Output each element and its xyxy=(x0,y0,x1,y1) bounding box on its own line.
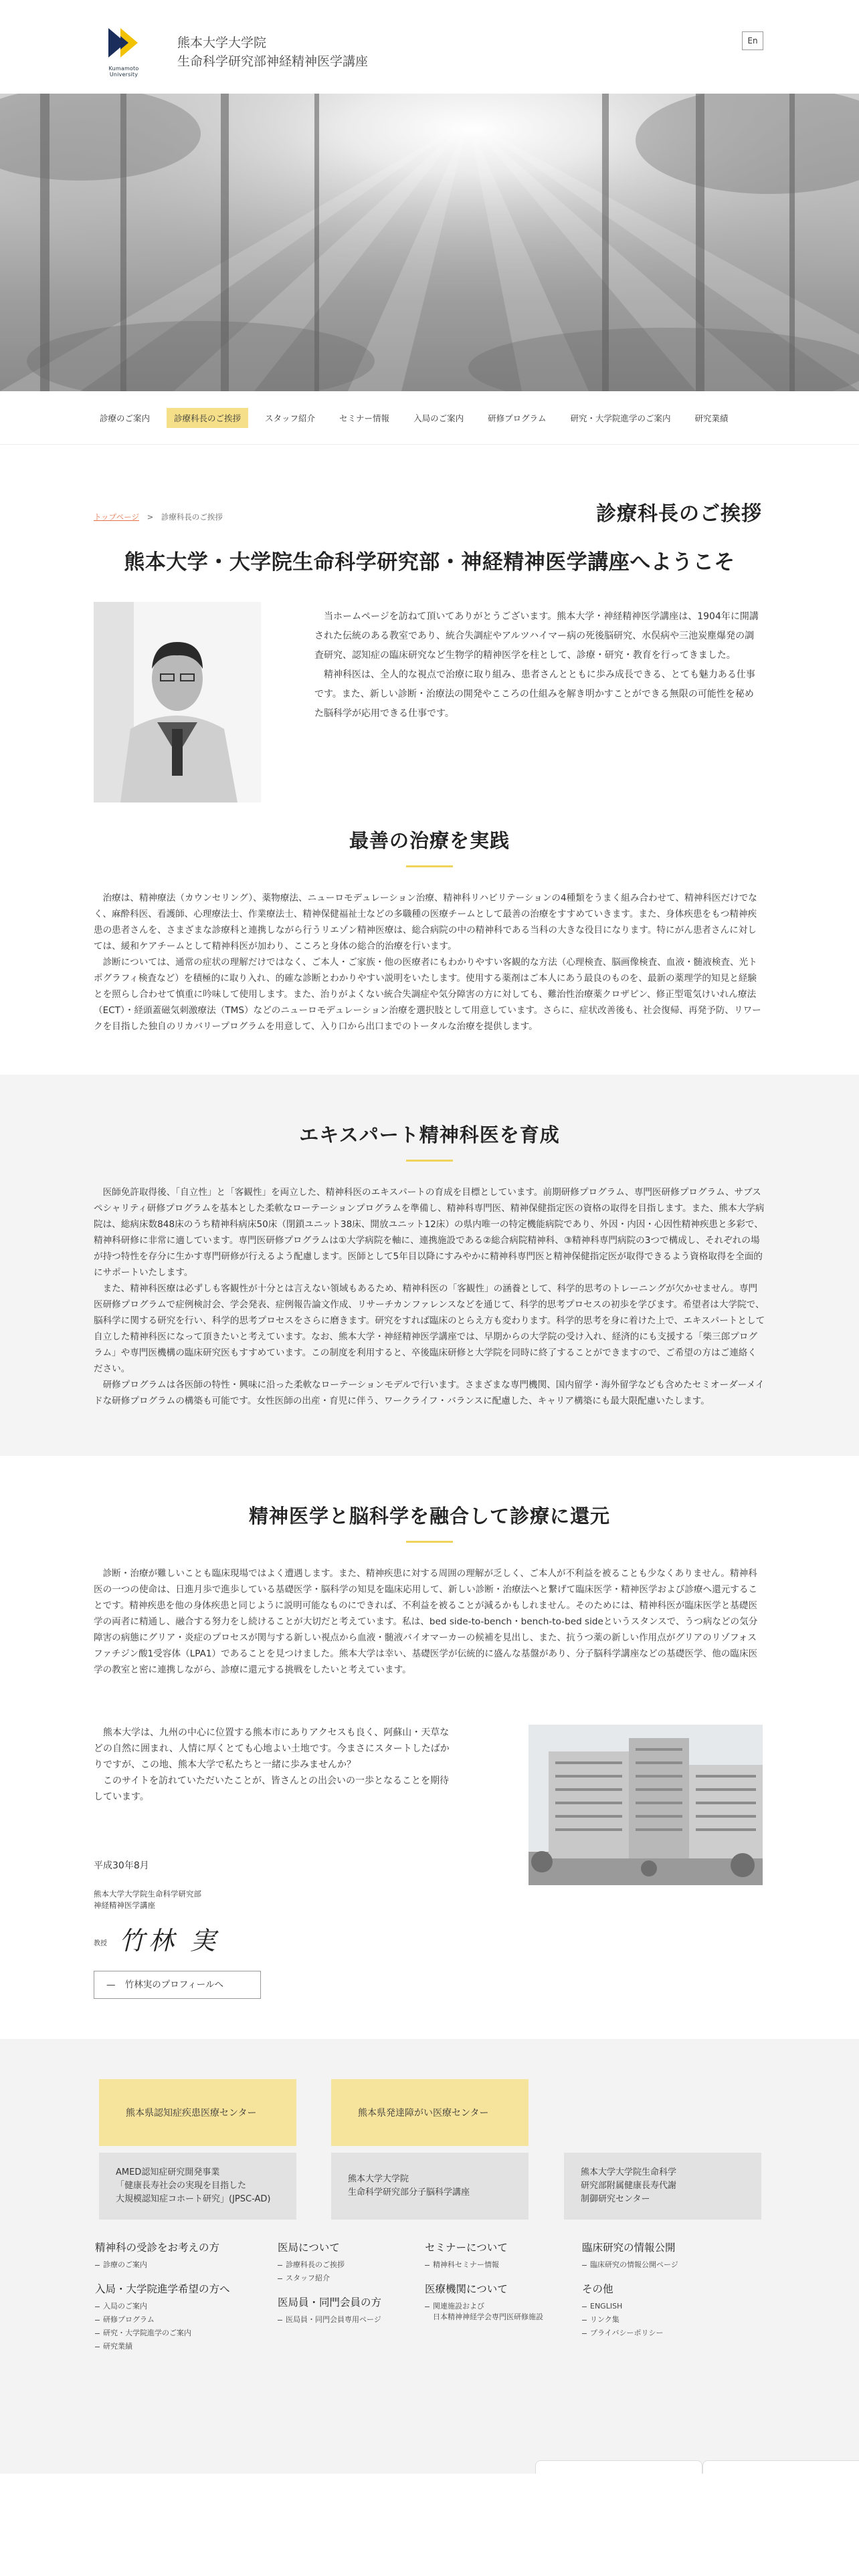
footer-link[interactable]: リンク集 xyxy=(582,2313,743,2327)
section-paragraph: また、精神科医療は必ずしも客観性が十分とは言えない領域もあるため、精神科医の「客観性」の涵養として、科学的思考のトレーニングが欠かせません。専門医研修プログラムで症例検討会、学会発表、症例報告論文作成、リサーチカンファレンスなどを通じて、科学的思考プロセスの初歩を学びます。希望者は大学院で、脳科学に関する研究を行い、科学的思考プロセスをさらに磨きます。研究をすれば臨床のとらえ方も変わります。科学的思考を身に着けた上で、エキスパートとして自立した精神科医になって頂きたいと考えています。なお、熊本大学・神経精神医学講座では、早期からの大学院の受け入れ、経済的にも支援する「柴三郎プログラム」や専門医機構の臨床研究医もすすめています。この制度を利用すると、卒後臨床研修と大学院を同時に終了することができますので、ご希望の方はご連絡ください。 xyxy=(94,1283,765,1374)
footer-heading[interactable]: 臨床研究の情報公開 xyxy=(582,2242,676,2254)
footer-link-line: 関連施設および xyxy=(433,2302,484,2311)
professor-portrait-image xyxy=(94,602,261,802)
footer-col-3 xyxy=(425,2240,579,2323)
closing-paragraph: 熊本大学は、九州の中心に位置する熊本市にありアクセスも良く、阿蘇山・天草などの自然に囲まれ、人情に厚くとても心地よい土地です。今まさにスタートしたばかりですが、この地、熊本大学で私たちと一緒に歩みませんか？ xyxy=(94,1727,450,1770)
profile-button-label: 竹林実のプロフィールへ xyxy=(124,1979,223,1990)
banner-label: 熊本県発達障がい医療センター xyxy=(358,2108,489,2119)
site-title-line1: 熊本大学大学院 xyxy=(177,35,267,50)
banner-line: AMED認知症研究開発事業 xyxy=(116,2167,220,2177)
banner-line: 熊本大学大学院 xyxy=(348,2174,409,2184)
intro-paragraph: 精神科医は、全人的な視点で治療に取り組み、患者さんとともに歩み成長できる、とても魅力ある仕事です。また、新しい診断・治療法の開発やこころの仕組みを解き明かすことができる無限の可能性を秘めた脳科学が応用できる仕事です。 xyxy=(314,669,755,719)
page-title: 診療科長のご挨拶 xyxy=(596,502,762,526)
hospital-building-image xyxy=(529,1725,763,1885)
footer-link[interactable]: 医局員・同門会員専用ページ xyxy=(278,2313,411,2327)
global-nav xyxy=(0,391,859,445)
title-underline xyxy=(406,1160,453,1162)
affiliation-line: 神経精神医学講座 xyxy=(94,1901,155,1910)
site-header xyxy=(0,0,859,94)
section-paragraph: 治療は、精神療法（カウンセリング）、薬物療法、ニューロモデュレーション治療、精神科リハビリテーションの4種類をうまく組み合わせて、精神科医だけでなく、麻酔科医、看護師、心理療法士、作業療法士、精神保健福祉士などの多職種の医療チームとして最善の治療をすすめていきます。また、身体疾患をもつ精神疾患の患者さんを、さまざまな診療科と連携しながら行うリエゾン精神医療は、総合病院の中の精神科である当科の大きな役目になります。特にがん患者さんに対しては、緩和ケアチームとして精神科医が加わり、こころと身体の総合的治療を行います。 xyxy=(94,893,757,952)
profile-button[interactable] xyxy=(94,1971,261,1999)
section-training xyxy=(0,1075,859,1456)
footer-link[interactable]: 入局のご案内 xyxy=(95,2300,249,2313)
footer-link[interactable]: 診療のご案内 xyxy=(95,2258,249,2272)
banner-line: 「健康長寿社会の実現を目指した xyxy=(116,2181,247,2191)
metabolic-center-banner[interactable] xyxy=(564,2153,761,2220)
banner-label xyxy=(581,2166,676,2206)
footer-col-2 xyxy=(278,2240,411,2327)
footer-link[interactable]: スタッフ紹介 xyxy=(278,2272,411,2285)
english-button[interactable]: En xyxy=(742,31,763,50)
signature: 竹林 実 xyxy=(119,1926,220,1955)
dementia-center-banner[interactable] xyxy=(99,2079,296,2146)
amed-banner[interactable] xyxy=(99,2153,296,2220)
site-footer xyxy=(0,2039,859,2474)
breadcrumb-current: 診療科長のご挨拶 xyxy=(161,512,223,522)
footer-link[interactable]: 研究・大学院進学のご案内 xyxy=(95,2327,249,2340)
banner-line: 熊本大学大学院生命科学 xyxy=(581,2167,677,2177)
banner-line: 制御研究センター xyxy=(581,2194,650,2204)
logo-text: Kumamoto University xyxy=(108,66,139,78)
intro-block xyxy=(0,575,859,796)
footer-heading[interactable]: 医局員・同門会員の方 xyxy=(278,2296,382,2309)
forest-sunlight-image xyxy=(0,94,859,391)
section-paragraph: 診断・治療が難しいことも臨床現場ではよく遭遇します。また、精神疾患に対する周囲の理解が乏しく、ご本人が不利益を被ることも少なくありません。精神科医の一つの使命は、日進月歩で進歩している基礎医学・脳科学の知見を臨床応用して、新しい診断・治療法へと繋げて臨床医学・精神医学および診療へ還元することです。精神疾患を他の身体疾患と同じように説明可能なものにできれば、不利益を被ることが減るかもしれません。そのためには、精神科医が臨床医学と基礎医学の両者に精通し、融合する努力をし続けることが大切だと考えています。私は、bed side-to-bench・bench-to-bed sideというスタンスで、うつ病などの気分障害の病態にグリア・炎症のプロセスが関与する新しい視点から血液・髄液バイオマーカーの候補を見出し、また、抗うつ薬の新しい作用点がグリアのリゾフォスファチジン酸1受容体（LPA1）であることを見つけました。熊本大学は幸い、基礎医学が伝統的に盛んな基盤があり、分子脳科学講座などの基礎医学、他の臨床医学の教室と密に連携しながら、診療に還元する挑戦をしたいと考えています。 xyxy=(94,1568,758,1675)
section-paragraph: 医師免許取得後、「自立性」と「客観性」を両立した、精神科医のエキスパートの育成を目標としています。前期研修プログラム、専門医研修プログラム、サブスペシャリティ研修プログラムを基本とした柔軟なローテーションプログラムを準備し、精神科専門医、精神保健指定医の資格の取得を目指します。また、熊本大学病院は、総病床数848床のうち精神科病床50床（閉鎖ユニット38床、開放ユニット12床）の県内唯一の特定機能病院であり、外因・内因・心因性精神疾患と多彩で、精神科研修に非常に適しています。専門医研修プログラムは①大学病院を軸に、連携施設である②総合病院精神科、③精神科専門病院の3つで構成し、それぞれの場が持つ特性を存分に生かす専門研修が行えるよう配慮します。医師として5年目以降にすみやかに精神科専門医と精神保健指定医が取得できるよう資格取得を全面的にサポートいたします。 xyxy=(94,1187,765,1278)
nav-clinical-info[interactable]: 診療のご案内 xyxy=(100,413,151,423)
footer-heading[interactable]: セミナーについて xyxy=(425,2242,508,2254)
footer-col-1 xyxy=(95,2240,249,2353)
footer-heading[interactable]: 精神科の受診をお考えの方 xyxy=(95,2242,220,2254)
section-research xyxy=(0,1456,859,1725)
closing-text xyxy=(94,1725,455,1805)
footer-link[interactable]: 研修プログラム xyxy=(95,2313,249,2327)
banner-line: 大規模認知症コホート研究」(JPSC-AD) xyxy=(116,2194,271,2204)
site-title-line2: 生命科学研究部神経精神医学講座 xyxy=(177,54,369,69)
footer-tab xyxy=(535,2460,702,2474)
footer-heading[interactable]: 入局・大学院進学希望の方へ xyxy=(95,2283,230,2295)
title-underline xyxy=(406,865,453,867)
footer-link[interactable]: プライバシーポリシー xyxy=(582,2327,743,2340)
developmental-center-banner[interactable] xyxy=(331,2079,529,2146)
date: 平成30年8月 xyxy=(94,1860,149,1871)
university-logo[interactable] xyxy=(94,27,154,77)
section-title: 精神医学と脳科学を融合して診療に還元 xyxy=(248,1505,610,1527)
kumamoto-logo-icon xyxy=(106,27,143,59)
section-treatment xyxy=(0,796,859,1075)
section-title: エキスパート精神科医を育成 xyxy=(299,1123,560,1146)
section-title: 最善の治療を実践 xyxy=(349,829,510,852)
banner-line: 生命科学研究部分子脳科学講座 xyxy=(348,2187,470,2197)
footer-link[interactable] xyxy=(425,2300,579,2323)
footer-link[interactable]: 精神科セミナー情報 xyxy=(425,2258,579,2272)
footer-link[interactable]: 研究業績 xyxy=(95,2340,249,2353)
title-underline xyxy=(406,1541,453,1543)
closing-block xyxy=(0,1725,859,2039)
nav-seminar[interactable]: セミナー情報 xyxy=(339,413,390,423)
intro-text xyxy=(314,607,763,724)
molecular-brain-banner[interactable] xyxy=(331,2153,529,2220)
section-body xyxy=(94,890,765,1035)
section-body xyxy=(94,1184,765,1409)
footer-link[interactable]: 臨床研究の情報公開ページ xyxy=(582,2258,743,2272)
footer-heading[interactable]: 医局について xyxy=(278,2242,340,2254)
nav-recruit[interactable]: 入局のご案内 xyxy=(413,413,464,423)
section-body xyxy=(94,1566,765,1678)
signature-block xyxy=(94,1919,294,1959)
footer-heading[interactable]: その他 xyxy=(582,2283,613,2295)
nav-research-grad[interactable]: 研究・大学院進学のご案内 xyxy=(570,413,671,423)
welcome-heading: 熊本大学・大学院生命科学研究部・神経精神医学講座へようこそ xyxy=(124,550,735,574)
banner-label xyxy=(116,2166,270,2206)
campus-photo xyxy=(529,1725,763,1885)
footer-heading[interactable]: 医療機関について xyxy=(425,2283,508,2295)
section-paragraph: 診断については、通常の症状の理解だけではなく、ご本人・ご家族・他の医療者にもわかりやすい客観的な方法（心理検査、脳画像検査、血液・髄液検査、光トポグラフィ検査など）を積極的に取り入れ、的確な診断とわかりやすい説明をいたします。使用する薬剤はご本人にあう最良のものを、最新の薬理学的知見と経験とを照らし合わせて慎重に吟味して使用します。また、治りがよくない統合失調症や気分障害の方に対しても、難治性治療薬クロザピン、修正型電気けいれん療法（ECT）・経頭蓋磁気刺激療法（TMS）などのニューロモデュレーション治療を選択肢として用意しています。さらに、症状改善後も、社会復帰、再発予防、リワークを目指した独自のリカバリープログラムを用意して、入り口から出口までのトータルな治療を提供します。 xyxy=(94,957,761,1032)
professor-photo xyxy=(94,602,261,802)
footer-col-4 xyxy=(582,2240,743,2340)
footer-link[interactable]: 診療科長のご挨拶 xyxy=(278,2258,411,2272)
nav-greeting[interactable]: 診療科長のご挨拶 xyxy=(167,408,248,428)
banner-label: 熊本県認知症疾患医療センター xyxy=(126,2108,257,2119)
footer-link[interactable]: ENGLISH xyxy=(582,2300,743,2313)
chevron-right-icon: — xyxy=(106,1979,116,1990)
hero-image xyxy=(0,94,859,391)
footer-link-line: 日本精神神経学会専門医研修施設 xyxy=(433,2313,543,2321)
breadcrumb xyxy=(94,512,223,522)
banner-label xyxy=(348,2173,470,2199)
intro-paragraph: 当ホームページを訪ねて頂いてありがとうございます。熊本大学・神経精神医学講座は、1904年に開講された伝統のある教室であり、統合失調症やアルツハイマー病の死後脳研究、水俣病や三池炭塵爆発の調査研究、認知症の臨床研究など生物学的精神医学を柱として、診療・研究・教育を行ってきました。 xyxy=(314,611,759,661)
closing-paragraph: このサイトを訪れていただいたことが、皆さんとの出会いの一歩となることを期待しています。 xyxy=(94,1776,450,1802)
banner-line: 研究部附属健康長寿代謝 xyxy=(581,2181,677,2191)
section-paragraph: 研修プログラムは各医師の特性・興味に沿った柔軟なローテーションモデルで行います。さまざまな専門機関、国内留学・海外留学なども含めたセミオーダーメイドな研修プログラムの構築も可能です。女性医師の出産・育児に伴う、ワークライフ・バランスに配慮した、キャリア構築にも最大限配慮いたします。 xyxy=(94,1380,765,1406)
footer-tab xyxy=(702,2460,859,2474)
page-header xyxy=(0,445,859,552)
breadcrumb-separator: > xyxy=(147,512,154,522)
affiliation-line: 熊本大学大学院生命科学研究部 xyxy=(94,1889,201,1899)
signature-label: 教授 xyxy=(94,1940,107,1947)
nav-staff[interactable]: スタッフ紹介 xyxy=(265,413,316,423)
nav-achievements[interactable]: 研究業績 xyxy=(694,413,729,423)
affiliation xyxy=(94,1889,201,1911)
breadcrumb-home[interactable]: トップページ xyxy=(94,512,139,522)
nav-training[interactable]: 研修プログラム xyxy=(488,413,547,423)
site-title[interactable] xyxy=(177,33,368,71)
